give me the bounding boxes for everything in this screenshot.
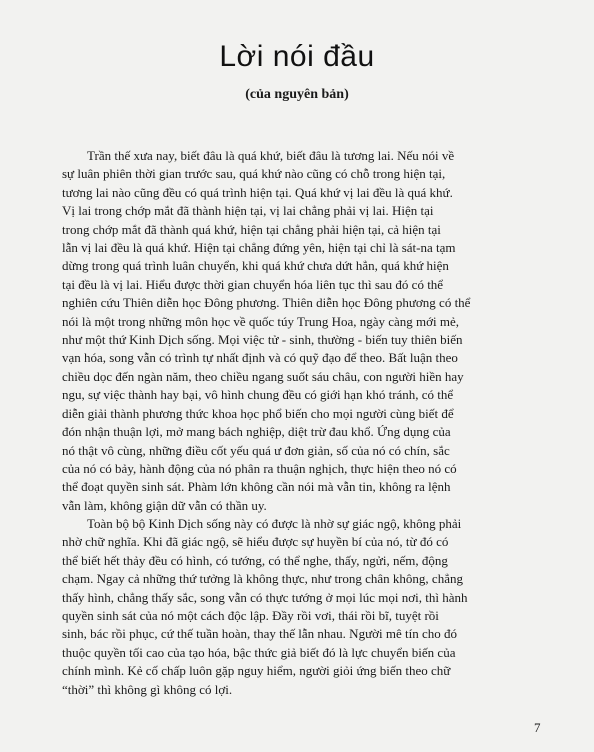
text-line: nghiên cứu Thiên diễn học Đông phương. Thiên diễn học Đông phương có thể: [62, 295, 471, 311]
text-line: vẫn làm, không giận dữ vẫn có thần uy.: [62, 497, 267, 513]
text-line: trong chớp mắt đã thành quá khứ, hiện tại chẳng phải hiện tại, cả hiện tại: [62, 221, 441, 237]
text-line: nói là một trong những môn học về quốc túy Trung Hoa, ngày càng mới mẻ,: [62, 313, 460, 329]
text-line: nó thật vô cùng, những điều cốt yếu quá ư đơn giản, số của nó có chín, sắc: [62, 442, 450, 458]
text-line: vạn hóa, song vẫn có trình tự nhất định và có quỹ đạo để theo. Bất luận theo: [62, 350, 458, 366]
text-line: thể đoạt quyền sinh sát. Phàm lớn không cần nói mà vẫn tin, không ra lệnh: [62, 479, 451, 495]
page-subtitle: (của nguyên bản): [245, 87, 349, 102]
text-line: dừng trong quá trình luân chuyển, khi quá khứ chưa dứt hẳn, quá khứ hiện: [62, 258, 449, 274]
text-line: tương lai nào cũng đều có quá trình hiện tại. Quá khứ vị lai đều là quá khứ.: [62, 184, 453, 200]
text-line: như một thứ Kinh Dịch sống. Mọi việc tử - sinh, thường - biến tuy thiên biến: [62, 332, 463, 348]
paragraph-1: [62, 147, 536, 515]
text-line: đón nhận thuận lợi, mở mang bách nghiệp, diệt trừ đau khổ. Ứng dụng của: [62, 424, 451, 440]
text-line: Vị lai trong chớp mắt đã thành hiện tại, vị lai chẳng phải vị lai. Hiện tại: [62, 203, 434, 219]
text-line: diễn giải thành phương thức khoa học phổ biến cho mọi người cùng biết để: [62, 405, 454, 421]
text-line: chạm. Ngay cả những thứ tưởng là không thực, như trong chân không, chẳng: [62, 571, 463, 587]
text-line: lẫn vị lai đều là quá khứ. Hiện tại chẳng đứng yên, hiện tại chỉ là sát-na tạm: [62, 240, 456, 256]
text-line: “thời” thì không gì không có lợi.: [62, 681, 233, 697]
text-line: thuộc quyền tối cao của tạo hóa, bậc thức giả biết đó là lực chuyển biến của: [62, 644, 456, 660]
text-line: nhờ chữ nghĩa. Khi đã giác ngộ, sẽ hiểu được sự huyền bí của nó, từ đó có: [62, 534, 449, 550]
text-line: Toàn bộ bộ Kinh Dịch sống này có được là nhờ sự giác ngộ, không phải: [87, 516, 462, 531]
text-line: sự luân phiên thời gian trước sau, quá khứ nào cũng có chỗ trong hiện tại,: [62, 166, 446, 182]
text-line: Trần thế xưa nay, biết đâu là quá khứ, biết đâu là tương lai. Nếu nói về: [87, 148, 455, 163]
text-line: tại đều là vị lai. Hiểu được thời gian chuyển hóa liên tục thì sau đó có thể: [62, 276, 444, 292]
page-number: 7: [534, 720, 541, 735]
text-line: chiều dọc đến ngàn năm, theo chiều ngang suốt sáu châu, con người hiền hay: [62, 368, 464, 384]
text-line: của nó có bảy, hành động của nó phân ra thuận nghịch, thực hiện theo nó có: [62, 460, 457, 476]
text-line: quyền sinh sát của nó một cách độc lập. Đầy rồi vơi, thái rồi bĩ, tuyệt rồi: [62, 608, 439, 624]
text-line: ngu, sự việc thành hay bại, vô hình chung đều có giới hạn khó tránh, có thể: [62, 387, 454, 403]
text-line: thấy hình, chẳng thấy sắc, song vẫn có thực tướng ở mọi lúc mọi nơi, thì hành: [62, 589, 468, 605]
text-line: thể biết hết thảy đều có hình, có tướng, có thể nghe, thấy, ngửi, nếm, động: [62, 552, 448, 568]
page-title: Lời nói đầu: [219, 40, 375, 73]
text-line: sinh, bác rồi phục, cứ thế tuần hoàn, thay thế lẫn nhau. Người mê tín cho đó: [62, 626, 457, 642]
text-line: chính mình. Kẻ cố chấp luôn gặp nguy hiểm, người giỏi ứng biến theo chữ: [62, 663, 451, 679]
paragraph-2: [62, 515, 536, 699]
